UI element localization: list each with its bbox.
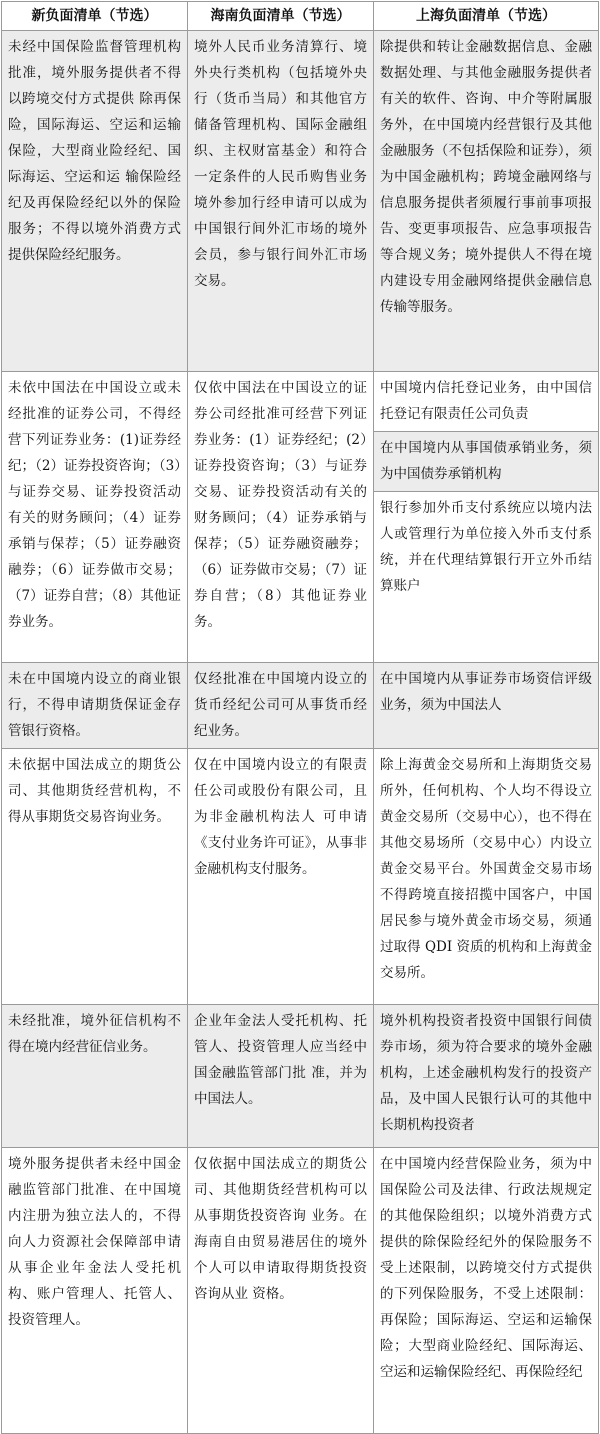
cell-new: 未依据中国法成立的期货公司、其他期货经营机构，不得从事期货交易咨询业务。 <box>2 749 188 1005</box>
cell-hainan: 仅依据中国法成立的期货公司、其他期货经营机构可以从事期货投资咨询 业务。在海南自由贸易港居住的境外个人可以申请取得期货投资咨询从业 资格。 <box>188 1148 374 1434</box>
cell-new: 境外服务提供者未经中国金融监管部门批准、在中国境内注册为独立法人的，不得向人力资源社会保障部申请从事企业年金法人受托机构、账户管理人、托管人、投资管理人。 <box>2 1148 188 1434</box>
cell-hainan: 仅在中国境内设立的有限责任公司或股份有限公司，且为非金融机构法人 可申请《支付业务许可证》，从事非金融机构支付服务。 <box>188 749 374 1005</box>
cell-hainan: 仅经批准在中国境内设立的货币经纪公司可从事货币经纪业务。 <box>188 663 374 749</box>
header-shanghai-list: 上海负面清单（节选） <box>374 2 599 31</box>
table-row <box>2 1005 599 1148</box>
cell-shanghai: 在中国境内从事证券市场资信评级业务，须为中国法人 <box>374 663 599 749</box>
cell-new: 未依中国法在中国设立或未经批准的证券公司，不得经营下列证券业务：(1)证券经纪；（2）证券投资咨询；（3）与证券交易、证券投资活动有关的财务顾问；（4）证券承销与保荐；（5）证券融资融券；（6）证券做市交易；（7）证券自营；（8）其他证券业务。 <box>2 372 188 663</box>
cell-shanghai: 在中国境内经营保险业务，须为中国保险公司及法律、行政法规规定的其他保险组织；以境外消费方式提供的除保险经纪外的保险服务不受上述限制，以跨境交付方式提供的下列保险服务，不受上述限制：再保险；国际海运、空运和运输保险；大型商业险经纪、国际海运、空运和运输保险经纪、再保险经纪 <box>374 1148 599 1434</box>
header-row <box>2 2 599 31</box>
header-hainan-list: 海南负面清单（节选） <box>188 2 374 31</box>
cell-shanghai: 境外机构投资者投资中国银行间债券市场，须为符合要求的境外金融机构，上述金融机构发行的投资产品，及中国人民银行认可的其他中长期机构投资者 <box>374 1005 599 1148</box>
cell-hainan: 企业年金法人受托机构、托管人、投资管理人应当经中国金融监管部门批 准，并为中国法人。 <box>188 1005 374 1148</box>
table-row <box>2 663 599 749</box>
cell-shanghai-part: 银行参加外币支付系统应以境内法人或管理行为单位接入外币支付系统，并在代理结算银行开立外币结算账户 <box>374 492 599 663</box>
cell-hainan: 仅依中国法在中国设立的证券公司经批准可经营下列证券业务：(1）证券经纪；(2）证券投资咨询；（3）与证券交易、证券投资活动有关的财务顾问；（4）证券承销与保荐；（5）证券融资融券；（6）证券做市交易；（7）证券自营；（8）其他证券业务。 <box>188 372 374 663</box>
cell-new: 未在中国境内设立的商业银行，不得申请期货保证金存管银行资格。 <box>2 663 188 749</box>
table-row <box>2 1148 599 1434</box>
cell-new: 未经中国保险监督管理机构批准，境外服务提供者不得以跨境交付方式提供 除再保险，国际海运、空运和运输保险，大型商业险经纪、国际海运、空运和运 输保险经纪及再保险经纪以外的保险服务；不得以境外消费方式提供保险经纪服务。 <box>2 31 188 372</box>
header-new-list: 新负面清单（节选） <box>2 2 188 31</box>
table-row <box>2 31 599 372</box>
table-row <box>2 372 599 432</box>
cell-shanghai: 除提供和转让金融数据信息、金融数据处理、与其他金融服务提供者有关的软件、咨询、中介等附属服务外，在中国境内经营银行及其他金融服务（不包括保险和证券），须为中国金融机构；跨境金融网络与信息服务提供者须履行事前事项报告、变更事项报告、应急事项报告等合规义务；境外提供人不得在境内建设专用金融网络提供金融信息传输等服务。 <box>374 31 599 372</box>
table-row <box>2 749 599 1005</box>
negative-list-table <box>1 1 599 1434</box>
cell-shanghai: 除上海黄金交易所和上海期货交易所外，任何机构、个人均不得设立黄金交易所（交易中心），也不得在其他交易场所（交易中心）内设立黄金交易平台。外国黄金交易市场不得跨境直接招揽中国客户，中国居民参与境外黄金市场交易，须通过取得 QDI 资质的机构和上海黄金交易所。 <box>374 749 599 1005</box>
cell-hainan: 境外人民币业务清算行、境外央行类机构（包括境外央行（货币当局）和其他官方储备管理机构、国际金融组织、主权财富基金）和符合一定条件的人民币购售业务境外参加行经申请可以成为中国银行间外汇市场的境外会员，参与银行间外汇市场交易。 <box>188 31 374 372</box>
cell-shanghai-part: 中国境内信托登记业务，由中国信托登记有限责任公司负责 <box>374 372 599 432</box>
cell-shanghai-part: 在中国境内从事国债承销业务，须为中国债券承销机构 <box>374 432 599 492</box>
cell-new: 未经批准，境外征信机构不得在境内经营征信业务。 <box>2 1005 188 1148</box>
